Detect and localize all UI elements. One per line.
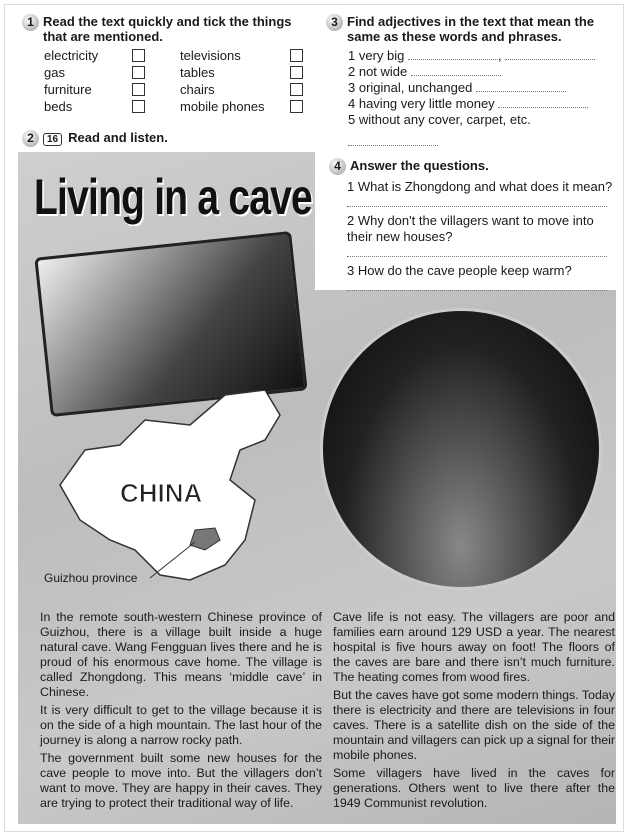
tick-item-label: chairs: [180, 82, 215, 97]
tick-checkbox[interactable]: [290, 83, 303, 96]
answer-blank[interactable]: [411, 66, 501, 76]
list-item: 5 without any cover, carpet, etc.: [348, 112, 531, 127]
tick-item-label: electricity: [44, 48, 99, 63]
question: 3 How do the cave people keep warm?: [347, 263, 572, 279]
paragraph: Some villagers have lived in the caves for generations. Others went to live there after the 1949 Communist revolution.: [333, 766, 615, 810]
tick-checkbox[interactable]: [132, 83, 145, 96]
china-map: [40, 390, 310, 590]
tick-checkbox[interactable]: [290, 100, 303, 113]
paragraph: Cave life is not easy. The villagers are poor and families earn around 129 USD a year. The nearest hospital is five hours away on foot! The floors of the caves are bare and there isn’t much furniture. The heating comes from wood fires.: [333, 610, 615, 684]
tick-item-label: furniture: [44, 82, 92, 97]
answer-blank[interactable]: [505, 50, 595, 60]
article-column-1: [40, 610, 322, 814]
answer-blank[interactable]: [348, 136, 438, 146]
exercise-3: 3 Find adjectives in the text that mean the same as these words and phrases. 1 very big , 2 not wide 3 original, unchanged 4 having very little money 5 without any cover, carpet, etc.: [326, 14, 616, 150]
exercise-number: 1: [22, 14, 39, 31]
answer-blank[interactable]: [498, 98, 588, 108]
tick-checkbox[interactable]: [132, 66, 145, 79]
exercise-number: 4: [329, 158, 346, 175]
exercise-number: 2: [22, 130, 39, 147]
exercise-instruction: Read the text quickly and tick the things that are mentioned.: [43, 14, 292, 44]
tick-item-label: beds: [44, 99, 73, 114]
paragraph: In the remote south-western Chinese province of Guizhou, there is a village built inside a huge natural cave. Wang Fengguan lives there and he is proud of his enormous cave home. The village is called Zhongdong. This means ‘middle cave’ in Chinese.: [40, 610, 322, 699]
tick-checkbox[interactable]: [290, 49, 303, 62]
exercise-instruction: Answer the questions.: [350, 158, 489, 173]
answer-line[interactable]: [347, 251, 607, 257]
list-item: 1 very big: [348, 48, 405, 63]
list-item: 4 having very little money: [348, 96, 495, 111]
cd-track-icon: 16: [43, 133, 62, 146]
paragraph: But the caves have got some modern things. Today there is electricity and there are televisions in four caves. There is a satellite dish on the side of the mountain and villagers can pick up a signal for their mobile phones.: [333, 688, 615, 762]
article-column-2: [333, 610, 615, 814]
question: 2 Why don't the villagers want to move into their new houses?: [347, 213, 594, 245]
tick-item-label: mobile phones: [180, 99, 265, 114]
exercise-1: [22, 14, 312, 114]
answer-line[interactable]: [347, 201, 607, 207]
tick-checkbox[interactable]: [290, 66, 303, 79]
tick-checkbox[interactable]: [132, 49, 145, 62]
tick-checkbox[interactable]: [132, 100, 145, 113]
map-label-china: CHINA: [120, 478, 203, 508]
list-item: 2 not wide: [348, 64, 408, 79]
exercise-instruction: Find adjectives in the text that mean the same as these words and phrases.: [347, 14, 595, 44]
exercise-4: [315, 150, 617, 290]
answer-line[interactable]: [347, 285, 607, 291]
tick-item-label: televisions: [180, 48, 241, 63]
answer-blank[interactable]: [476, 82, 566, 92]
exercise-2: [22, 130, 168, 147]
answer-blank[interactable]: [408, 50, 498, 60]
paragraph: The government built some new houses for the cave people to move into. But the villagers don’t want to move. They are happy in their caves. They are trying to protect their traditional way of life.: [40, 751, 322, 810]
list-item: 3 original, unchanged: [348, 80, 473, 95]
article-title: Living in a cave: [34, 169, 312, 225]
exercise-instruction: Read and listen.: [68, 130, 168, 145]
tick-item-label: tables: [180, 65, 215, 80]
tick-item-label: gas: [44, 65, 65, 80]
cave-village-photo: [320, 308, 602, 590]
exercise-number: 3: [326, 14, 343, 31]
paragraph: It is very difficult to get to the village because it is on the side of a high mountain. The last hour of the journey is along a narrow rocky path.: [40, 703, 322, 747]
question: 1 What is Zhongdong and what does it mean?: [347, 179, 613, 195]
province-label: Guizhou province: [44, 571, 138, 585]
